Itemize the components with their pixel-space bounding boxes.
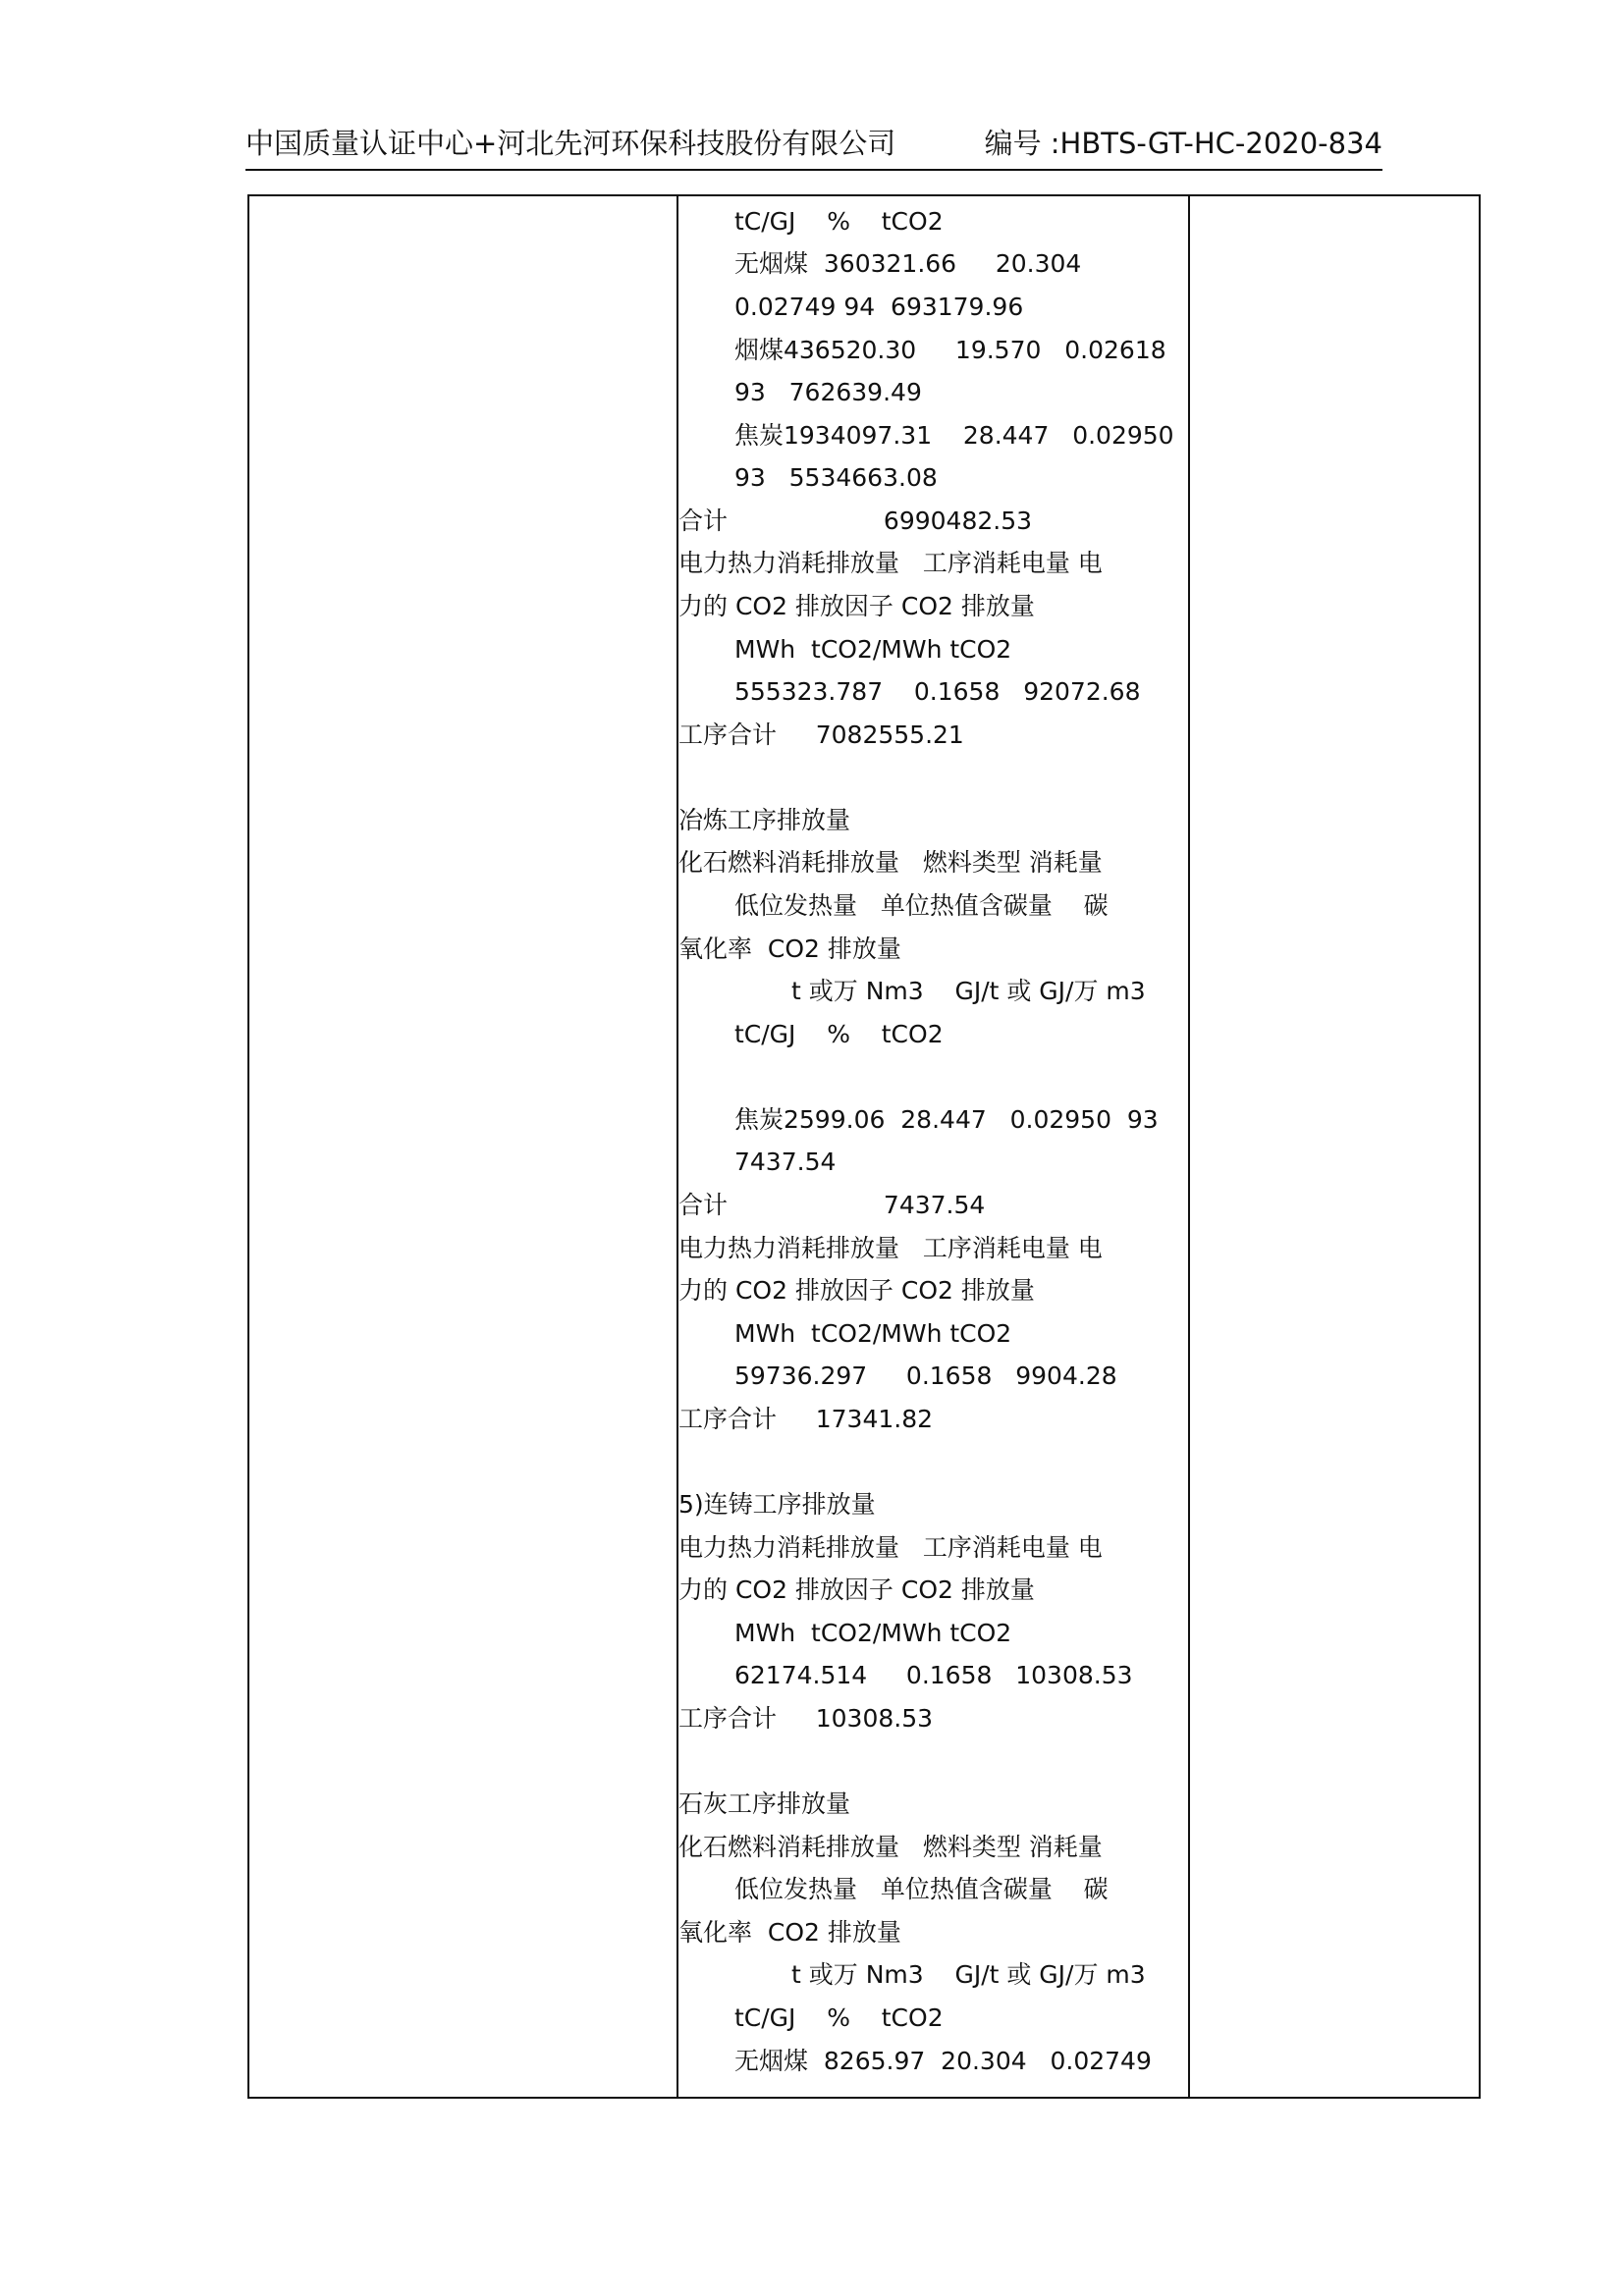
cell-line: 0.02749 94 693179.96 — [734, 293, 1024, 321]
cell-line: 7437.54 — [734, 1148, 837, 1176]
cell-line: 低位发热量 单位热值含碳量 碳 — [734, 1875, 1109, 1903]
cell-line: tC/GJ % tCO2 — [734, 207, 944, 236]
cell-line: 合计 7437.54 — [678, 1191, 986, 1219]
cell-line: 工序合计 7082555.21 — [678, 721, 964, 749]
cell-line: MWh tCO2/MWh tCO2 — [734, 1319, 1012, 1348]
cell-line: 烟煤436520.30 19.570 0.02618 — [734, 336, 1166, 364]
cell-line: 氧化率 CO2 排放量 — [678, 934, 901, 963]
organization-name: 中国质量认证中心+河北先河环保科技股份有限公司 — [245, 127, 896, 160]
cell-line: 冶炼工序排放量 — [678, 806, 851, 834]
cell-line: 5)连铸工序排放量 — [678, 1490, 876, 1519]
cell-line: 电力热力消耗排放量 工序消耗电量 电 — [678, 1533, 1103, 1562]
cell-line: t 或万 Nm3 GJ/t 或 GJ/万 m3 — [791, 1960, 1146, 1989]
document-number: 编号 :HBTS-GT-HC-2020-834 — [984, 127, 1382, 160]
cell-line: 电力热力消耗排放量 工序消耗电量 电 — [678, 549, 1103, 577]
cell-line: 石灰工序排放量 — [678, 1789, 851, 1818]
cell-line: 力的 CO2 排放因子 CO2 排放量 — [678, 592, 1035, 620]
cell-line: 工序合计 17341.82 — [678, 1405, 934, 1433]
cell-line: 低位发热量 单位热值含碳量 碳 — [734, 891, 1109, 920]
cell-line: 62174.514 0.1658 10308.53 — [734, 1661, 1133, 1689]
cell-line: 555323.787 0.1658 92072.68 — [734, 677, 1141, 706]
cell-line: t 或万 Nm3 GJ/t 或 GJ/万 m3 — [791, 977, 1146, 1005]
cell-line: 无烟煤 8265.97 20.304 0.02749 — [734, 2047, 1152, 2075]
cell-line: 力的 CO2 排放因子 CO2 排放量 — [678, 1276, 1035, 1305]
cell-line: MWh tCO2/MWh tCO2 — [734, 635, 1012, 664]
cell-line: tC/GJ % tCO2 — [734, 1020, 944, 1048]
cell-line: 59736.297 0.1658 9904.28 — [734, 1362, 1117, 1390]
cell-line: 合计 6990482.53 — [678, 507, 1033, 535]
cell-line: tC/GJ % tCO2 — [734, 2003, 944, 2032]
cell-line: 焦炭2599.06 28.447 0.02950 93 — [734, 1105, 1159, 1134]
cell-line: 无烟煤 360321.66 20.304 — [734, 249, 1082, 278]
cell-line: 93 5534663.08 — [734, 463, 938, 492]
cell-line: 工序合计 10308.53 — [678, 1704, 934, 1733]
cell-line: MWh tCO2/MWh tCO2 — [734, 1619, 1012, 1647]
cell-line: 电力热力消耗排放量 工序消耗电量 电 — [678, 1234, 1103, 1262]
cell-line: 93 762639.49 — [734, 378, 922, 406]
cell-line: 力的 CO2 排放因子 CO2 排放量 — [678, 1575, 1035, 1604]
cell-line: 氧化率 CO2 排放量 — [678, 1918, 901, 1947]
cell-line: 化石燃料消耗排放量 燃料类型 消耗量 — [678, 1833, 1103, 1861]
cell-line: 化石燃料消耗排放量 燃料类型 消耗量 — [678, 848, 1103, 877]
cell-line: 焦炭1934097.31 28.447 0.02950 — [734, 421, 1174, 450]
